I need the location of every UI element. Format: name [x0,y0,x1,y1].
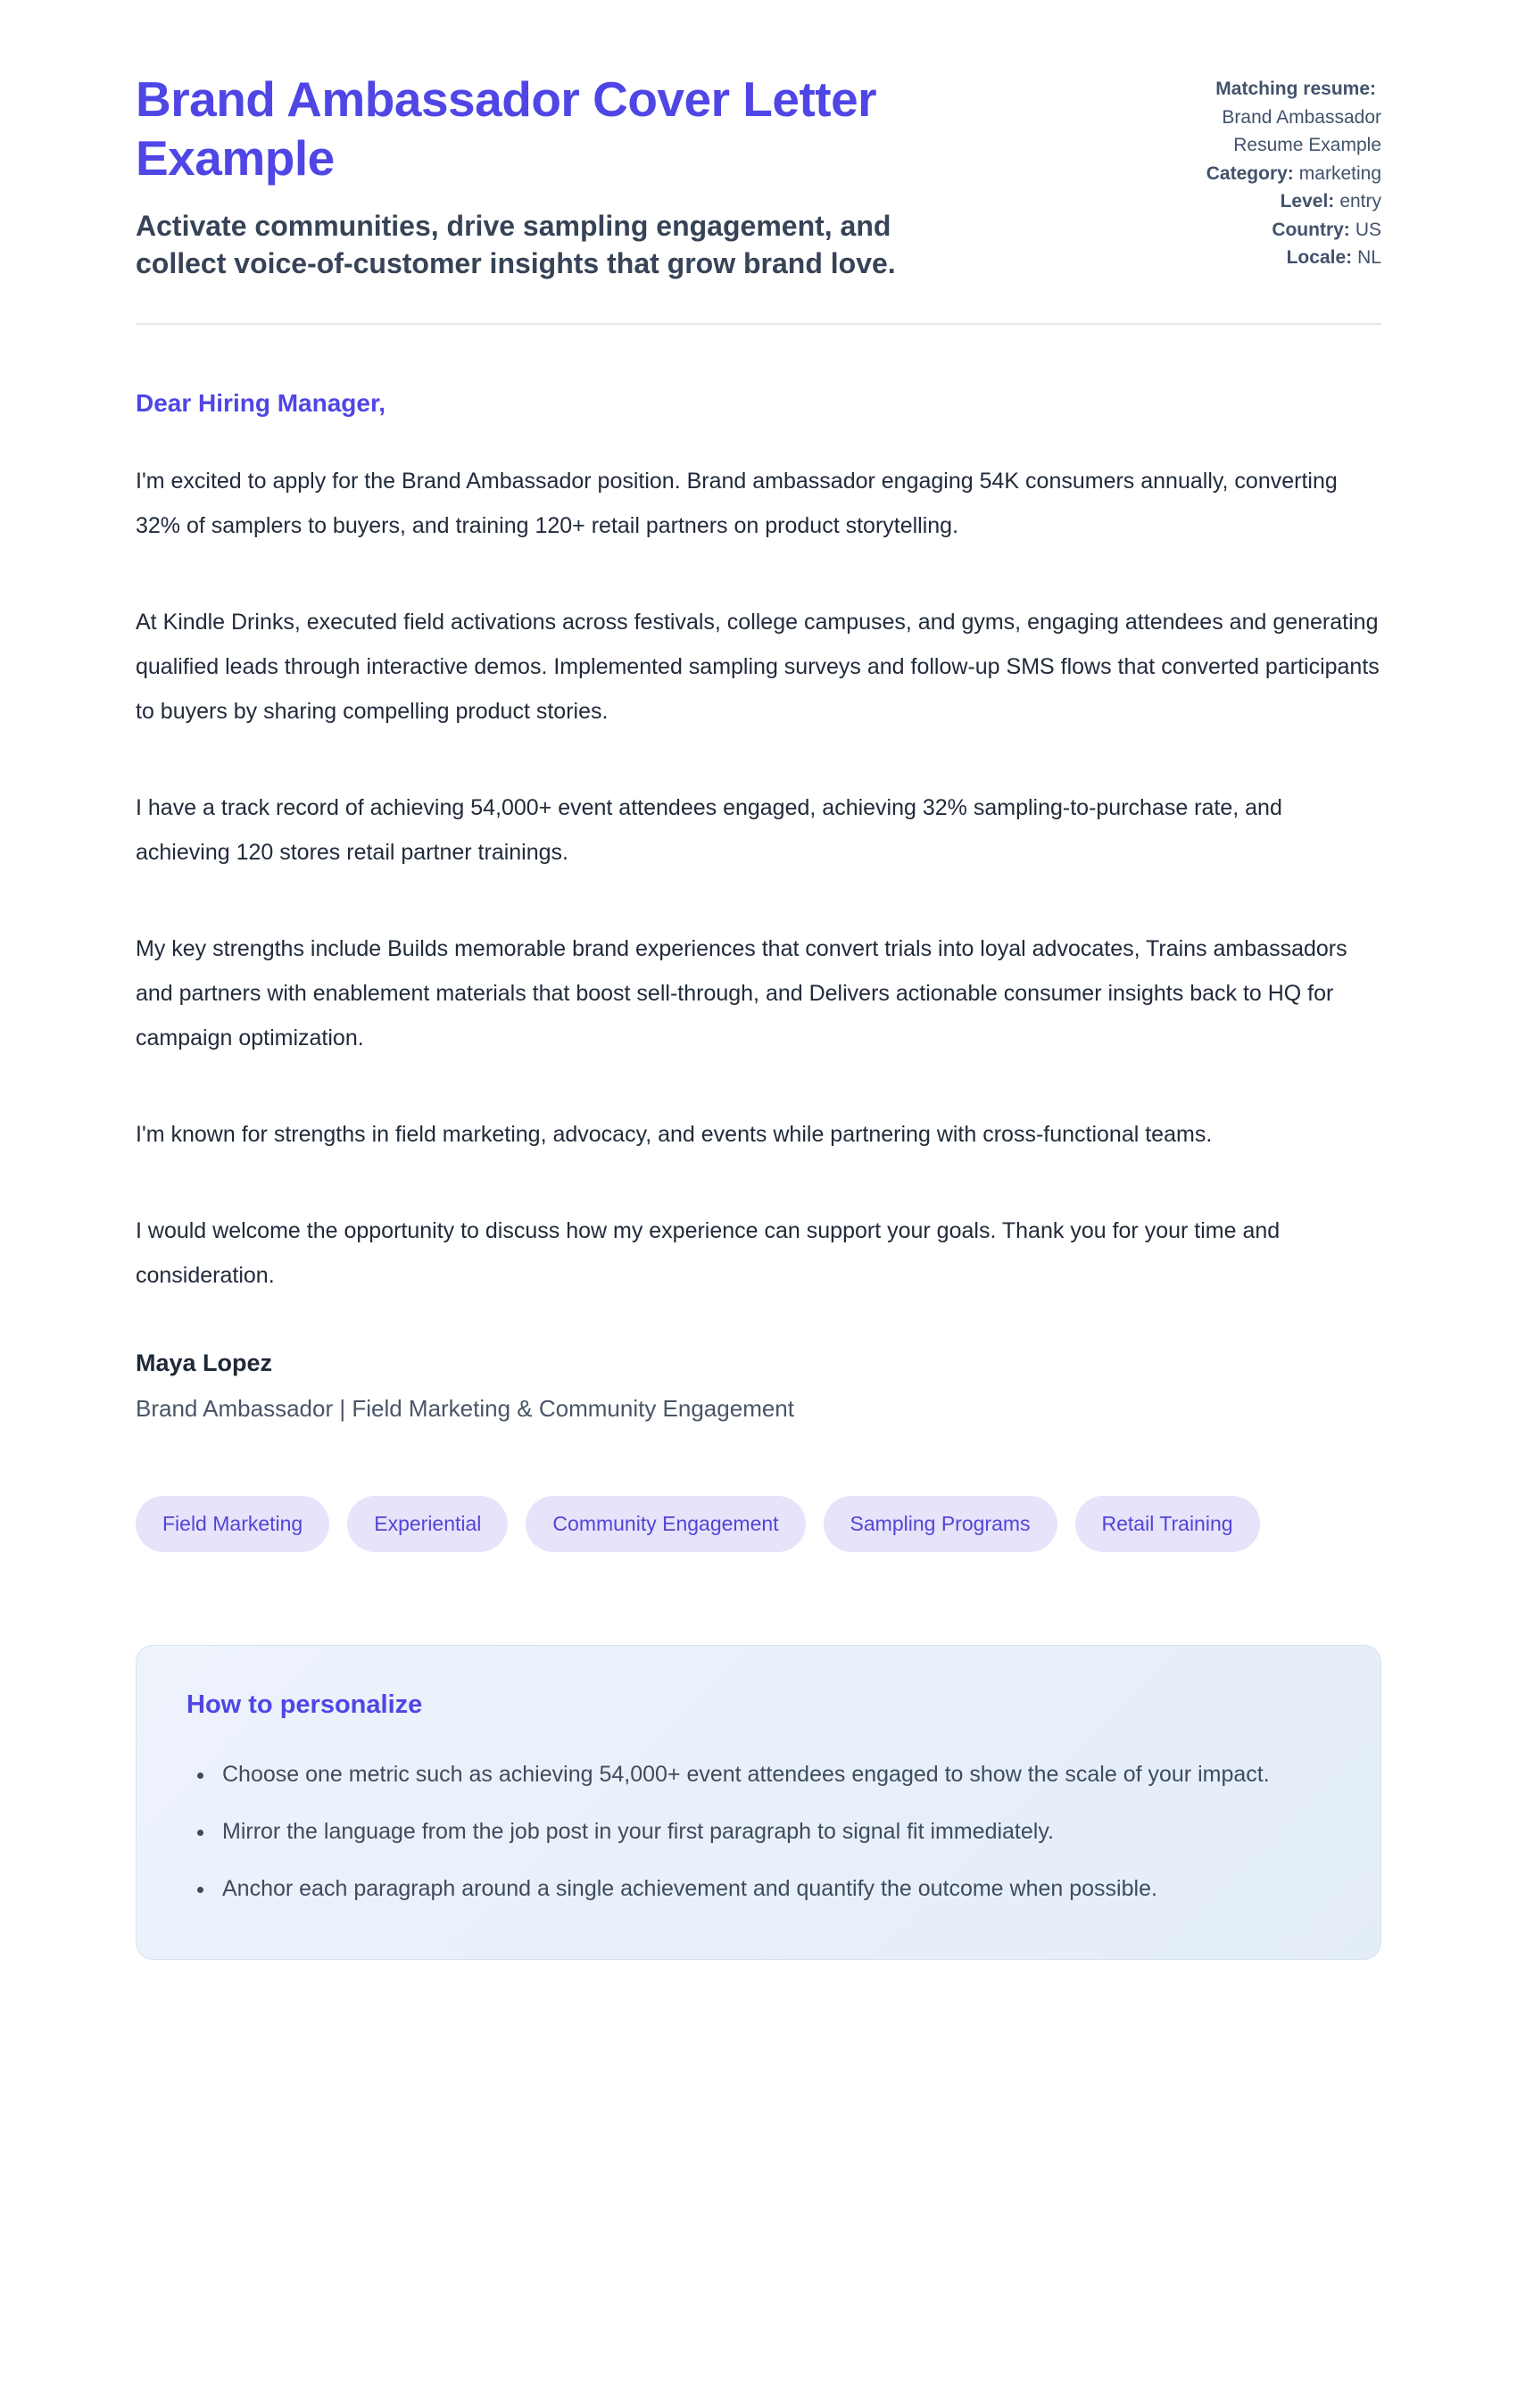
tag-pill: Community Engagement [526,1496,805,1552]
signature-name: Maya Lopez [136,1349,273,1377]
letter-paragraph: I have a track record of achieving 54,000+ event attendees engaged, achieving 32% sampling-to-purchase rate, and achieving 120 stores retail partner trainings. [136,795,1282,866]
personalize-heading: How to personalize [187,1690,423,1720]
letter-body [136,459,1381,1298]
tag-pill: Experiential [347,1496,508,1552]
tip-item: • Anchor each paragraph around a single achievement and quantify the outcome when possible. [215,1866,1320,1911]
tip-item: • Mirror the language from the job post in your first paragraph to signal fit immediately. [215,1809,1320,1854]
page-subtitle: Activate communities, drive sampling engagement, and collect voice-of-customer insights that grow brand love. [136,210,896,280]
meta-row [1176,75,1381,160]
meta-value: marketing [1298,162,1381,184]
signature-role: Brand Ambassador | Field Marketing & Community Engagement [136,1395,794,1423]
header [136,70,1381,282]
meta-value: US [1355,219,1381,240]
personalize-box [136,1645,1381,1960]
meta-row [1176,216,1381,245]
meta-value: Brand Ambassador Resume Example [1222,106,1381,155]
letter-paragraph: I would welcome the opportunity to discuss how my experience can support your goals. Thank you for your time and consideration. [136,1218,1281,1289]
cover-letter [136,389,1381,1423]
letter-paragraph: I'm known for strengths in field marketing, advocacy, and events while partnering with cross-functional teams. [136,1122,1213,1148]
letter-paragraph: My key strengths include Builds memorable brand experiences that convert trials into loyal advocates, Trains ambassadors and partners with enablement materials that boost sell-through, and Delivers actionable consumer insights back to HQ for campaign optimization. [136,936,1347,1051]
tip-list [187,1752,1330,1911]
tag-pill: Sampling Programs [824,1496,1057,1552]
meta-label: Category: [1206,162,1294,184]
greeting: Dear Hiring Manager, [136,389,386,418]
tag-pill: Retail Training [1075,1496,1260,1552]
letter-paragraph: I'm excited to apply for the Brand Ambassador position. Brand ambassador engaging 54K consumers annually, converting 32% of samplers to buyers, and training 120+ retail partners on product storytelling. [136,469,1338,539]
tag-list [136,1496,1381,1552]
page-title: Brand Ambassador Cover Letter Example [136,71,877,186]
meta-row [1176,187,1381,216]
divider [136,323,1381,325]
meta-label: Level: [1280,191,1335,212]
meta-label: Locale: [1286,247,1353,268]
tip-item: • Choose one metric such as achieving 54,000+ event attendees engaged to show the scale of your impact. [215,1752,1320,1797]
meta-label: Country: [1272,219,1350,240]
letter-paragraph: At Kindle Drinks, executed field activations across festivals, college campuses, and gyms, engaging attendees and generating qualified leads through interactive demos. Implemented sampling surveys and follow-up SMS flows that converted participants to buyers by sharing compelling product stories. [136,610,1380,725]
meta-row [1176,244,1381,272]
header-title-block [136,70,1037,282]
meta-panel [1176,70,1381,272]
meta-value: entry [1339,191,1381,212]
tag-pill: Field Marketing [136,1496,329,1552]
meta-label: Matching resume: [1215,79,1376,99]
meta-value: NL [1357,247,1381,268]
meta-row [1176,160,1381,188]
